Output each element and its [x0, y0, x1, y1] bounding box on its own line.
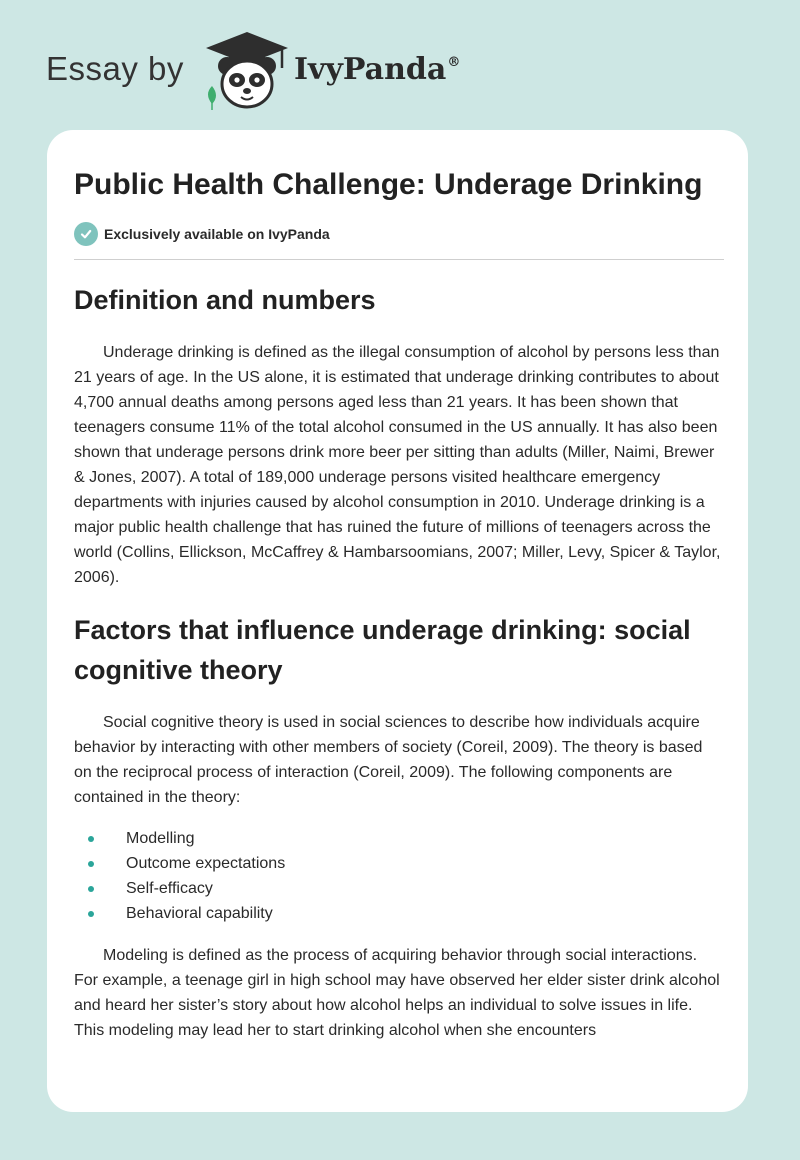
article-content — [74, 164, 724, 1043]
list-item — [74, 851, 724, 876]
list-item — [74, 876, 724, 901]
panda-logo-icon[interactable] — [202, 28, 292, 112]
essay-by-label: Essay by — [46, 50, 184, 87]
section-heading-factors: Factors that influence underage drinking: social cognitive theory — [74, 615, 691, 685]
theory-components-list — [74, 826, 724, 926]
bullet-icon — [88, 836, 94, 842]
paragraph-social-cognitive-theory: Social cognitive theory is used in social sciences to describe how individuals acquire behavior by interacting with other members of society (Coreil, 2009). The theory is based on the reciprocal process of interaction (Coreil, 2009). The following components are contained in the theory: — [74, 714, 703, 806]
brand-name[interactable]: IvyPanda® — [294, 52, 461, 87]
title-divider — [74, 259, 724, 260]
list-item-label: Modelling — [126, 830, 195, 847]
registered-mark: ® — [447, 55, 461, 70]
bullet-icon — [88, 861, 94, 867]
paragraph-definition: Underage drinking is defined as the illegal consumption of alcohol by persons less than 21 years of age. In the US alone, it is estimated that underage drinking contributes to about 4,700 annual deaths among persons aged less than 21 years. It has been shown that teenagers consume 11% of the total alcohol consumed in the US annually. It has also been shown that underage persons drink more beer per sitting than adults (Miller, Naimi, Brewer & Jones, 2007). A total of 189,000 underage persons visited healthcare emergency departments with injuries caused by alcohol consumption in 2010. Underage drinking is a major public health challenge that has ruined the future of millions of teenagers across the world (Collins, Ellickson, McCaffrey & Hambarsoomians, 2007; Miller, Levy, Spicer & Taylor, 2006). — [74, 344, 721, 586]
article-title: Public Health Challenge: Underage Drinking — [74, 168, 703, 201]
bullet-icon — [88, 911, 94, 917]
exclusive-badge — [74, 221, 724, 247]
site-header — [46, 28, 546, 118]
check-circle-icon — [74, 222, 98, 246]
list-item-label: Self-efficacy — [126, 880, 213, 897]
list-item — [74, 826, 724, 851]
article-card — [47, 130, 748, 1112]
list-item-label: Behavioral capability — [126, 905, 273, 922]
list-item-label: Outcome expectations — [126, 855, 286, 872]
bullet-icon — [88, 886, 94, 892]
paragraph-modeling: Modeling is defined as the process of acquiring behavior through social interactions. For example, a teenage girl in high school may have observed her elder sister drink alcohol and heard her sister’s story about how alcohol helps an individual to solve issues in life. This modeling may lead her to start drinking alcohol when she encounters — [74, 947, 720, 1039]
exclusive-badge-label: Exclusively available on IvyPanda — [104, 226, 330, 242]
section-heading-definition: Definition and numbers — [74, 285, 376, 315]
list-item — [74, 901, 724, 926]
